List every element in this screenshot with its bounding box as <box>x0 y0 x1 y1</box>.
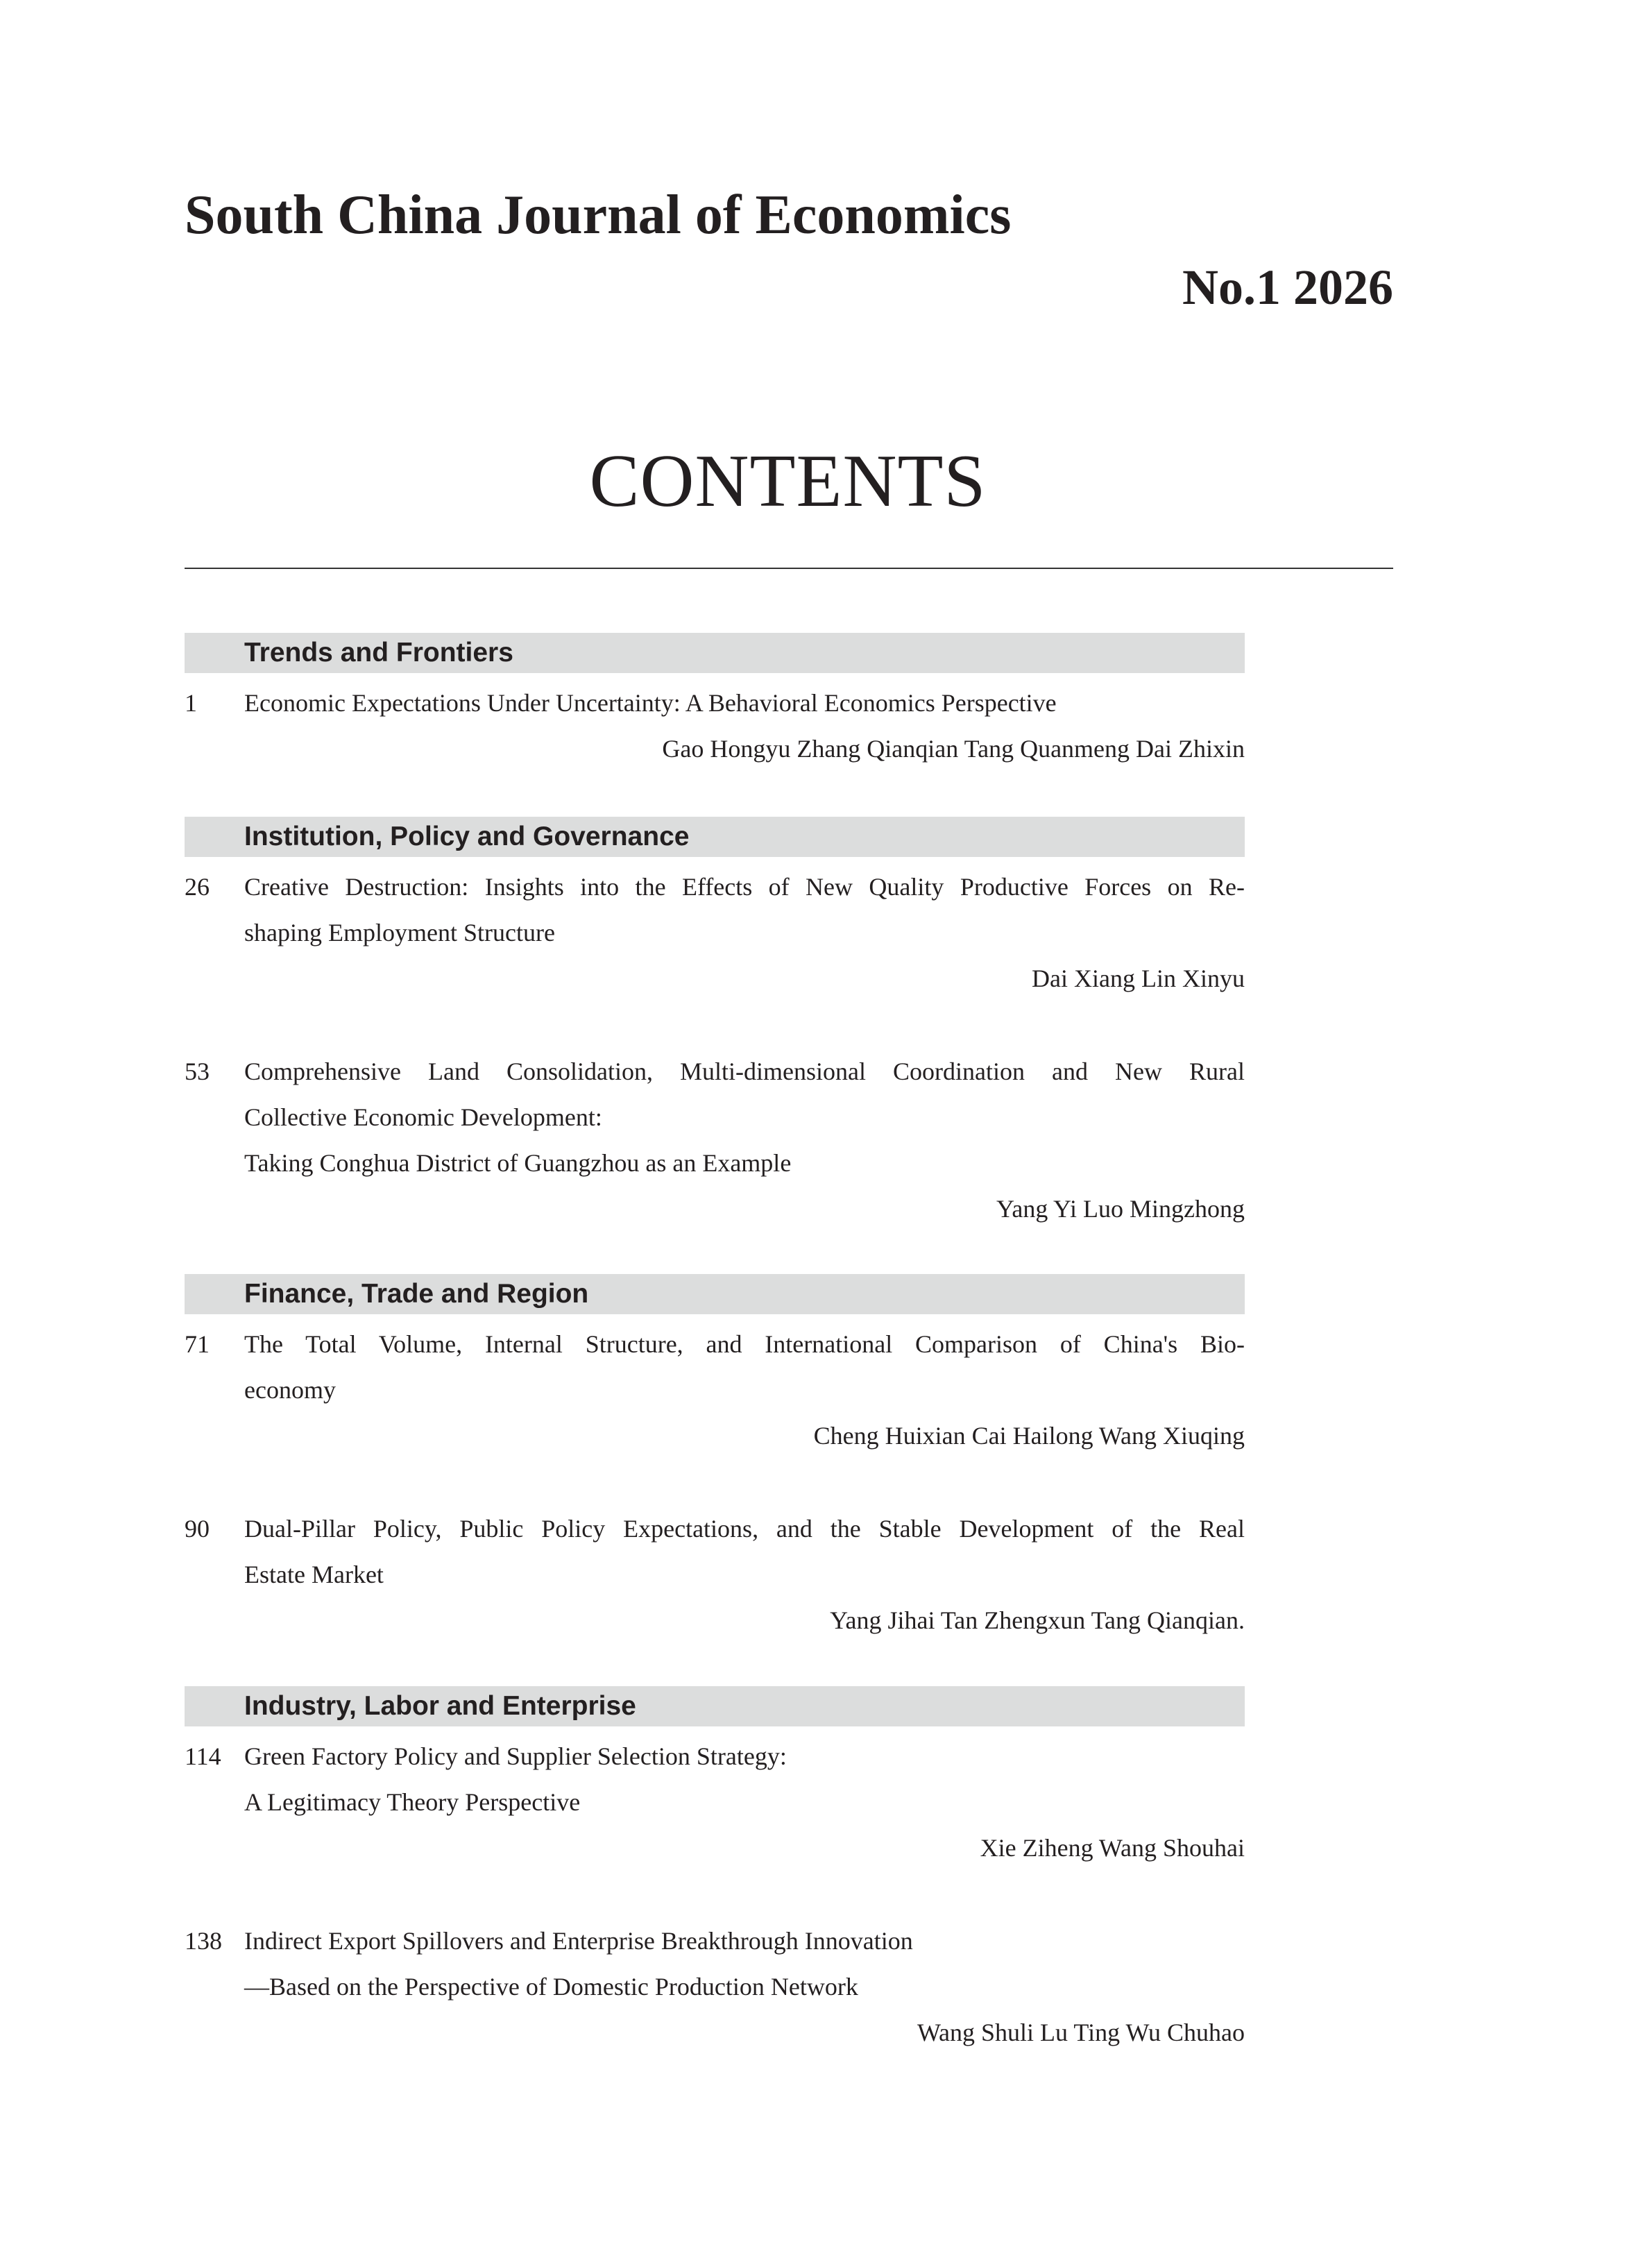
article-title-line: Green Factory Policy and Supplier Selection Strategy: <box>244 1742 787 1770</box>
page-number: 114 <box>185 1742 221 1770</box>
page-number: 90 <box>185 1515 210 1543</box>
article-title-line: Dual-Pillar Policy, Public Policy Expectations, and the Stable Development of the Real <box>244 1515 1245 1543</box>
article-title-line: The Total Volume, Internal Structure, and International Comparison of China's Bio- <box>244 1330 1245 1358</box>
article-title-line: Economic Expectations Under Uncertainty: A Behavioral Economics Perspective <box>244 689 1057 717</box>
section-industry-labor-enterprise <box>185 1686 1245 2055</box>
page-number: 138 <box>185 1927 222 1955</box>
article-authors: Wang Shuli Lu Ting Wu Chuhao <box>917 2019 1245 2046</box>
section-trends-and-frontiers <box>185 633 1245 772</box>
article-authors: Dai Xiang Lin Xinyu <box>1032 965 1245 992</box>
article-title-line: Comprehensive Land Consolidation, Multi-dimensional Coordination and New Rural <box>244 1058 1245 1085</box>
toc-entry[interactable] <box>185 1048 1245 1232</box>
article-authors: Yang Yi Luo Mingzhong <box>996 1195 1245 1223</box>
toc-entry[interactable] <box>185 1918 1245 2055</box>
section-institution-policy-governance <box>185 817 1245 1232</box>
article-authors: Gao Hongyu Zhang Qianqian Tang Quanmeng Dai Zhixin <box>662 735 1245 763</box>
heading-rule <box>185 568 1393 569</box>
article-title-line: Indirect Export Spillovers and Enterprise Breakthrough Innovation <box>244 1927 913 1955</box>
page-number: 26 <box>185 873 210 901</box>
article-authors: Yang Jihai Tan Zhengxun Tang Qianqian. <box>830 1606 1245 1634</box>
section-title: Industry, Labor and Enterprise <box>185 1686 1245 1726</box>
page-number: 71 <box>185 1330 210 1358</box>
page-number: 53 <box>185 1058 210 1085</box>
section-title: Institution, Policy and Governance <box>185 817 1245 857</box>
section-title: Finance, Trade and Region <box>185 1274 1245 1314</box>
contents-heading: CONTENTS <box>589 440 987 523</box>
article-title-line: Collective Economic Development: <box>244 1103 602 1131</box>
section-title: Trends and Frontiers <box>185 633 1245 673</box>
article-authors: Xie Ziheng Wang Shouhai <box>980 1834 1245 1862</box>
journal-title: South China Journal of Economics <box>185 185 1012 246</box>
toc-entry[interactable] <box>185 1733 1245 1871</box>
page-number: 1 <box>185 689 197 717</box>
article-title-line: Estate Market <box>244 1561 384 1588</box>
issue-number: No.1 2026 <box>1182 260 1393 315</box>
article-title-line: economy <box>244 1376 336 1404</box>
toc-entry[interactable] <box>185 1321 1245 1459</box>
section-finance-trade-region <box>185 1274 1245 1643</box>
article-title-line: Taking Conghua District of Guangzhou as an Example <box>244 1149 792 1177</box>
article-title-line: Creative Destruction: Insights into the Effects of New Quality Productive Forces on Re- <box>244 873 1245 901</box>
article-title-line: A Legitimacy Theory Perspective <box>244 1788 581 1816</box>
toc-entry[interactable] <box>185 864 1245 1001</box>
toc-entry[interactable] <box>185 1506 1245 1643</box>
article-title-line: shaping Employment Structure <box>244 919 555 946</box>
article-title-line: —Based on the Perspective of Domestic Production Network <box>244 1973 858 2001</box>
toc-entry[interactable] <box>185 680 1245 772</box>
article-authors: Cheng Huixian Cai Hailong Wang Xiuqing <box>813 1422 1245 1450</box>
